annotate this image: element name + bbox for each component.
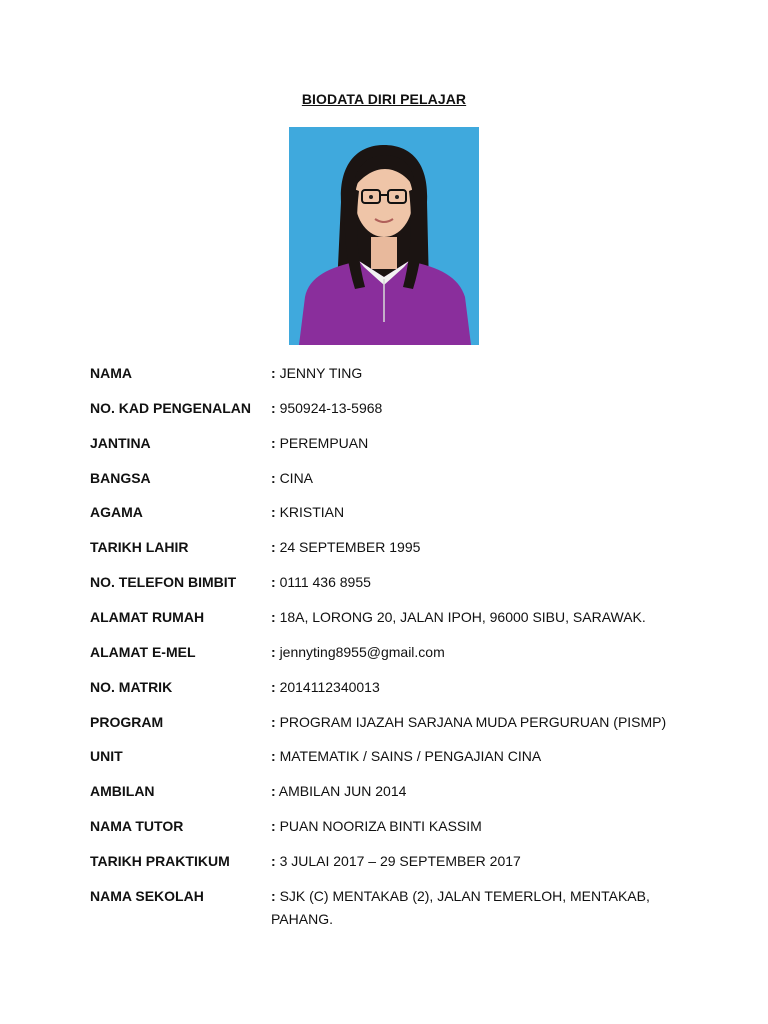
field-colon: : [271,539,276,555]
field-value: 2014112340013 [279,679,380,695]
field-label: NAMA [90,365,132,381]
field-value: 18A, LORONG 20, JALAN IPOH, 96000 SIBU, SARAWAK. [279,609,646,625]
field-label: NO. MATRIK [90,679,173,695]
field-value: CINA [279,470,314,486]
field-colon: : [271,853,276,869]
field-value: jennyting8955@gmail.com [279,644,445,660]
field-colon: : [271,574,276,590]
field-value: JENNY TING [279,365,363,381]
field-colon: : [271,470,276,486]
field-colon: : [271,435,276,451]
field-value: 950924-13-5968 [279,400,383,416]
document-title: BIODATA DIRI PELAJAR [301,91,467,107]
field-colon: : [271,504,276,520]
field-value: PROGRAM IJAZAH SARJANA MUDA PERGURUAN (PISMP) [279,714,667,730]
field-label: JANTINA [90,435,151,451]
field-colon: : [271,818,276,834]
field-label: NO. KAD PENGENALAN [90,400,252,416]
field-label: NAMA SEKOLAH [90,888,204,904]
field-colon: : [271,748,276,764]
field-label: NAMA TUTOR [90,818,184,834]
field-colon: : [271,609,276,625]
field-colon: : [271,888,276,904]
field-label: TARIKH LAHIR [90,539,189,555]
field-label: ALAMAT E-MEL [90,644,196,660]
field-value: KRISTIAN [279,504,345,520]
field-label: PROGRAM [90,714,164,730]
field-label: TARIKH PRAKTIKUM [90,853,230,869]
field-label: NO. TELEFON BIMBIT [90,574,237,590]
field-colon: : [271,365,276,381]
field-colon: : [271,783,276,799]
field-value: PUAN NOORIZA BINTI KASSIM [279,818,482,834]
field-colon: : [271,679,276,695]
field-value: SJK (C) MENTAKAB (2), JALAN TEMERLOH, MENTAKAB, PAHANG. [271,888,650,927]
field-value: 3 JULAI 2017 – 29 SEPTEMBER 2017 [279,853,521,869]
student-portrait-icon [289,127,479,345]
field-label: AGAMA [90,504,143,520]
field-label: ALAMAT RUMAH [90,609,205,625]
field-label: UNIT [90,748,123,764]
field-colon: : [271,644,276,660]
student-photo [289,127,479,345]
field-value: 0111 436 8955 [279,574,371,590]
field-value: AMBILAN JUN 2014 [278,783,407,799]
field-colon: : [271,400,276,416]
field-value: 24 SEPTEMBER 1995 [279,539,421,555]
field-label: AMBILAN [90,783,155,799]
field-value: MATEMATIK / SAINS / PENGAJIAN CINA [279,748,542,764]
field-value: PEREMPUAN [279,435,369,451]
field-label: BANGSA [90,470,151,486]
field-colon: : [271,714,276,730]
